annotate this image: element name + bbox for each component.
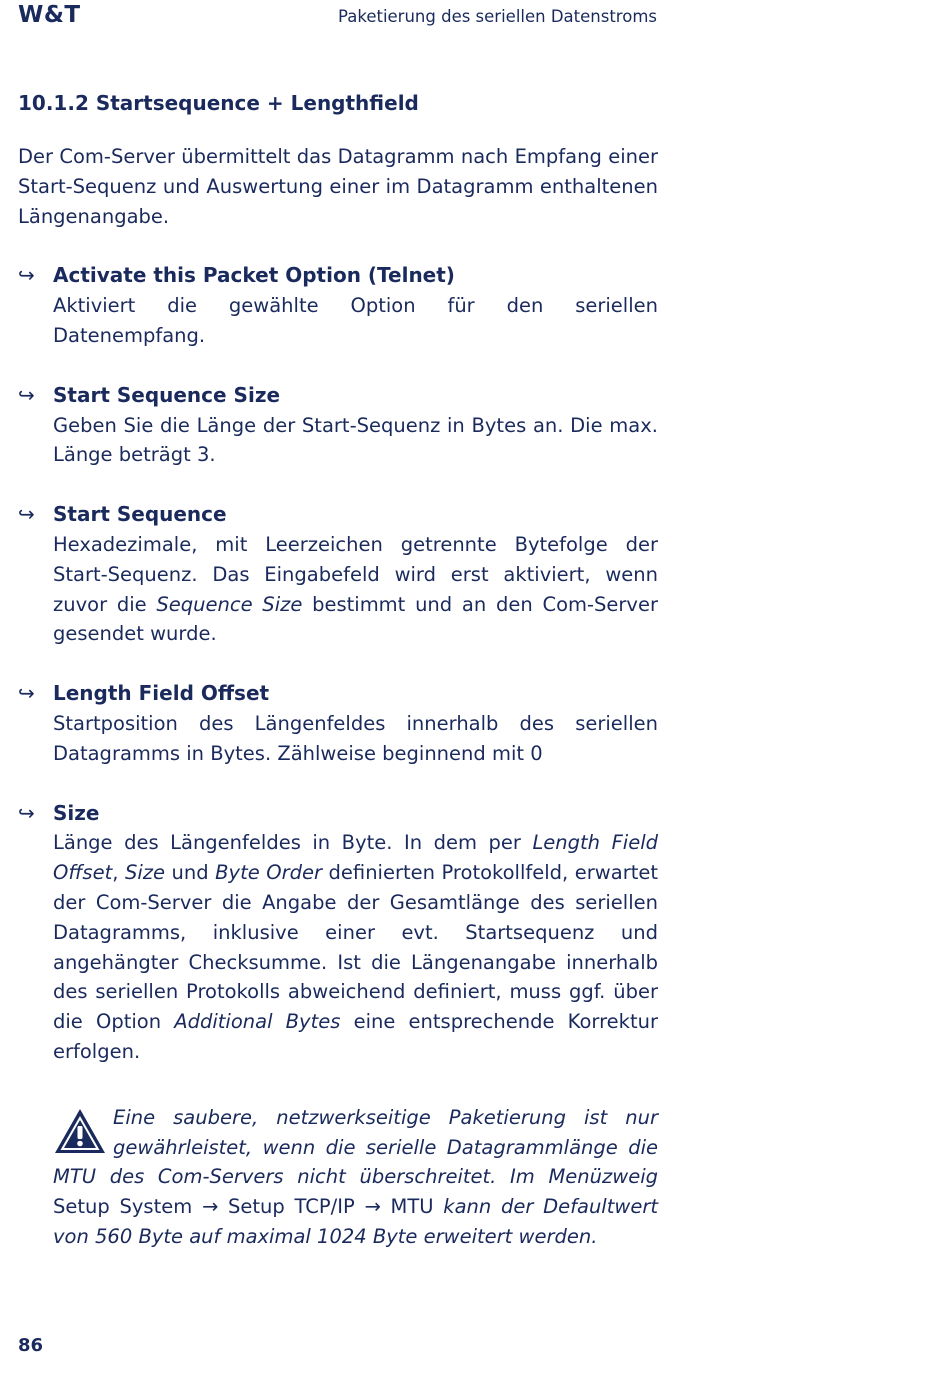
option-description bbox=[53, 530, 658, 649]
page-content bbox=[18, 88, 658, 1252]
emphasis-text: Size bbox=[124, 861, 165, 885]
hook-arrow-icon: ↪ bbox=[18, 502, 35, 527]
option-start-sequence bbox=[18, 500, 658, 649]
logo: W&T bbox=[18, 2, 81, 28]
option-start-sequence-size bbox=[18, 381, 658, 470]
emphasis-text: Byte Order bbox=[215, 861, 323, 885]
description-text: bestimmt und an den Com-Server gesendet wurde. bbox=[53, 592, 658, 646]
hook-arrow-icon: ↪ bbox=[18, 800, 35, 825]
option-title: Activate this Packet Option (Telnet) bbox=[53, 263, 455, 288]
description-text: und bbox=[165, 861, 216, 885]
warning-text-part: Eine saubere, netzwerkseitige Paketierung ist nur gewährleistet, wenn die serielle Datagrammlänge die MTU des Com-Servers nicht überschreitet. Im Menüzweig bbox=[53, 1105, 658, 1189]
hook-arrow-icon: ↪ bbox=[18, 263, 35, 288]
option-description bbox=[53, 828, 658, 1066]
hook-arrow-icon: ↪ bbox=[18, 681, 35, 706]
hook-arrow-icon: ↪ bbox=[18, 382, 35, 407]
intro-paragraph: Der Com-Server übermittelt das Datagramm nach Empfang einer Start-Sequenz und Auswertung einer im Datagramm enthaltenen Längenangabe. bbox=[18, 145, 658, 228]
option-description: Aktiviert die gewählte Option für den seriellen Datenempfang. bbox=[53, 294, 658, 347]
option-title: Start Sequence Size bbox=[53, 382, 281, 407]
option-description: Geben Sie die Länge der Start-Sequenz in Bytes an. Die max. Länge beträgt 3. bbox=[53, 413, 658, 467]
emphasis-text: Sequence Size bbox=[156, 592, 303, 616]
description-text: definierten Protokollfeld, erwartet der Com-Server die Angabe der Gesamtlänge des seriellen Datagramms, inklusive einer evt. Startsequenz und angehängter Checksumme. Ist die Längenangabe innerhalb des seriellen Protokolls abweichend definiert, muss ggf. über die Option bbox=[53, 861, 658, 1034]
description-text: Hexadezimale, mit Leerzeichen getrennte Bytefolge der Start-Sequenz. Das Eingabefeld wird erst aktiviert, wenn zuvor die bbox=[53, 532, 658, 616]
emphasis-text: Additional Bytes bbox=[174, 1010, 341, 1034]
warning-text-part: kann der Defaultwert von 560 Byte auf maximal 1024 Byte erweitert werden. bbox=[53, 1195, 658, 1248]
description-text: Länge des Längenfeldes in Byte. In dem per bbox=[53, 831, 533, 855]
option-activate-packet bbox=[18, 261, 658, 350]
emphasis-text: Length Field Offset bbox=[53, 831, 658, 885]
section-heading: 10.1.2 Startsequence + Lengthfield bbox=[18, 91, 419, 115]
warning-triangle-icon bbox=[53, 1107, 107, 1155]
option-title: Length Field Offset bbox=[53, 681, 270, 706]
menu-path: Setup System → Setup TCP/IP → MTU bbox=[53, 1195, 434, 1219]
option-title: Size bbox=[53, 800, 100, 825]
page-number: 86 bbox=[18, 1335, 44, 1356]
warning-note bbox=[18, 1103, 658, 1252]
description-text: , bbox=[112, 861, 125, 885]
option-size bbox=[18, 799, 658, 1067]
running-header: Paketierung des seriellen Datenstroms bbox=[338, 7, 657, 26]
option-length-field-offset bbox=[18, 679, 658, 768]
option-title: Start Sequence bbox=[53, 502, 227, 527]
warning-text bbox=[53, 1103, 658, 1252]
option-description: Startposition des Längenfeldes innerhalb des seriellen Datagramms in Bytes. Zählweise beginnend mit 0 bbox=[53, 711, 658, 765]
description-text: eine entsprechende Korrektur erfolgen. bbox=[53, 1010, 658, 1063]
